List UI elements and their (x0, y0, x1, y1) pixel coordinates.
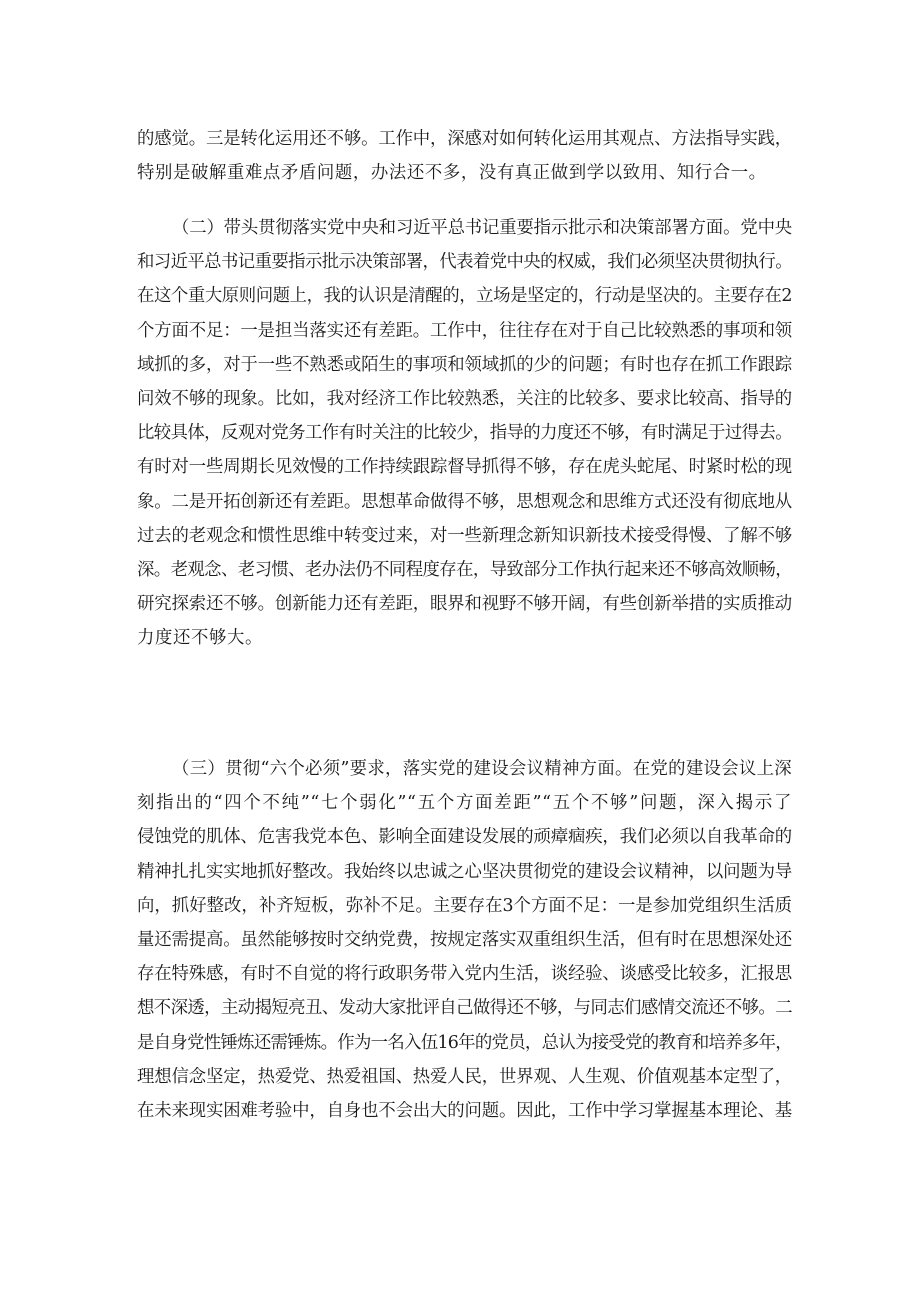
paragraph-line: 刻指出的“四个不纯”“七个弱化”“五个方面差距”“五个不够”问题，深入揭示了 (137, 793, 792, 814)
paragraph-line: 存在特殊感，有时不自觉的将行政职务带入党内生活，谈经验、谈感受比较多，汇报思 (137, 964, 792, 985)
paragraph-line: 问效不够的现象。比如，我对经济工作比较熟悉，关注的比较多、要求比较高、指导的 (137, 388, 792, 409)
paragraph-line: 在未来现实困难考验中，自身也不会出大的问题。因此，工作中学习掌握基本理论、基 (137, 1100, 792, 1121)
paragraph-line: 个方面不足：一是担当落实还有差距。工作中，往往存在对于自己比较熟悉的事项和领 (137, 320, 792, 341)
paragraph-line: 的感觉。三是转化运用还不够。工作中，深感对如何转化运用其观点、方法指导实践， (137, 129, 792, 149)
paragraph-line: 研究探索还不够。创新能力还有差距，眼界和视野不够开阔，有些创新举措的实质推动 (137, 594, 792, 615)
paragraph-line: 精神扎扎实实地抓好整改。我始终以忠诚之心坚决贯彻党的建设会议精神，以问题为导 (137, 861, 792, 882)
paragraph-line: 向，抓好整改，补齐短板，弥补不足。主要存在3个方面不足：一是参加党组织生活质 (137, 895, 792, 916)
paragraph-line: 象。二是开拓创新还有差距。思想革命做得不够，思想观念和思维方式还没有彻底地从 (137, 491, 792, 512)
paragraph-section-three (137, 752, 792, 1128)
paragraph-line: （三）贯彻“六个必须”要求，落实党的建设会议精神方面。在党的建设会议上深 (172, 759, 792, 779)
paragraph-line: 深。老观念、老习惯、老办法仍不同程度存在，导致部分工作执行起来还不够高效顺畅， (137, 559, 792, 580)
paragraph-line: 和习近平总书记重要指示批示决策部署，代表着党中央的权威，我们必须坚决贯彻执行。 (137, 252, 792, 273)
paragraph-line: 是自身党性锤炼还需锤炼。作为一名入伍16年的党员，总认为接受党的教育和培养多年， (137, 1032, 792, 1053)
paragraph-section-two (137, 211, 792, 655)
paragraph-conversion-application (137, 122, 792, 190)
paragraph-line: （二）带头贯彻落实党中央和习近平总书记重要指示批示和决策部署方面。党中央 (172, 218, 792, 238)
paragraph-line: 比较具体，反观对党务工作有时关注的比较少，指导的力度还不够，有时满足于过得去。 (137, 423, 792, 444)
paragraph-line: 理想信念坚定，热爱党、热爱祖国、热爱人民，世界观、人生观、价值观基本定型了， (137, 1066, 792, 1087)
paragraph-line: 想不深透，主动揭短亮丑、发动大家批评自己做得还不够，与同志们感情交流还不够。二 (137, 998, 792, 1019)
paragraph-line: 特别是破解重难点矛盾问题，办法还不多，没有真正做到学以致用、知行合一。 (137, 163, 767, 184)
paragraph-line: 量还需提高。虽然能够按时交纳党费，按规定落实双重组织生活，但有时在思想深处还 (137, 929, 792, 950)
paragraph-line: 域抓的多，对于一些不熟悉或陌生的事项和领域抓的少的问题；有时也存在抓工作跟踪 (137, 354, 792, 375)
paragraph-line: 过去的老观念和惯性思维中转变过来，对一些新理念新知识新技术接受得慢、了解不够 (137, 525, 792, 546)
paragraph-line: 力度还不够大。 (137, 628, 263, 649)
paragraph-line: 侵蚀党的肌体、危害我党本色、影响全面建设发展的顽瘴痼疾，我们必须以自我革命的 (137, 827, 792, 848)
paragraph-line: 在这个重大原则问题上，我的认识是清醒的，立场是坚定的，行动是坚决的。主要存在2 (137, 286, 792, 307)
paragraph-line: 有时对一些周期长见效慢的工作持续跟踪督导抓得不够，存在虎头蛇尾、时紧时松的现 (137, 457, 792, 478)
